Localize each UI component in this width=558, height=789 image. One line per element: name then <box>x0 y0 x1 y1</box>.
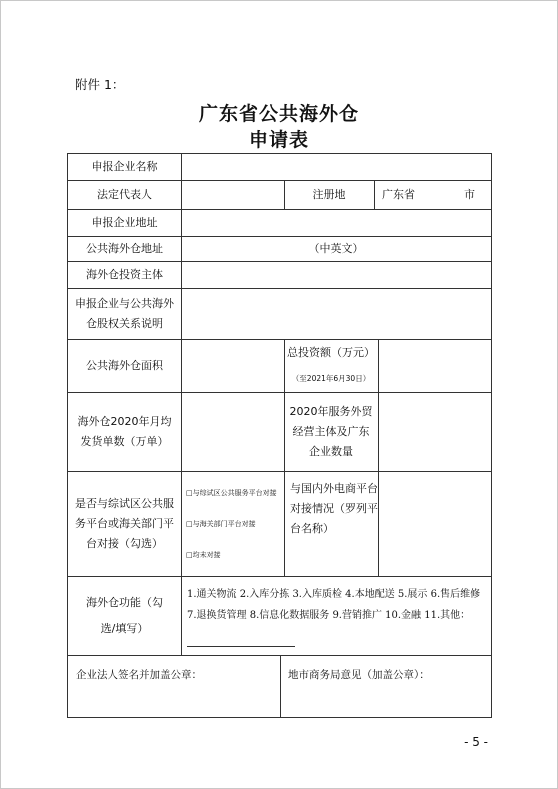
form-title: 广东省公共海外仓 <box>198 103 359 125</box>
city-suffix: 市 <box>464 187 475 201</box>
province-value: 广东省 <box>382 187 415 201</box>
option-pilot-zone-platform[interactable]: □与综试区公共服务平台对接 <box>186 488 277 497</box>
ecommerce-label <box>284 471 379 577</box>
warehouse-address-hint: （中英文） <box>308 241 364 255</box>
form-subtitle: 申请表 <box>248 129 309 151</box>
total-investment-field[interactable] <box>378 339 492 393</box>
ecommerce-field[interactable] <box>378 471 492 577</box>
monthly-orders-text: 海外仓2020年月均发货单数（万单） <box>77 414 172 448</box>
area-label: 公共海外仓面积 <box>67 339 182 393</box>
registered-place-field[interactable] <box>374 180 492 210</box>
signature-cell[interactable] <box>67 655 281 718</box>
warehouse-address-label: 公共海外仓地址 <box>67 236 182 262</box>
investor-field[interactable] <box>181 261 492 289</box>
monthly-orders-label <box>67 392 182 472</box>
other-function-blank[interactable] <box>187 634 295 647</box>
total-investment-cell <box>284 339 379 393</box>
legal-rep-field[interactable] <box>181 180 285 210</box>
equity-relation-field[interactable] <box>181 288 492 340</box>
attachment-label: 附件 1： <box>75 77 125 92</box>
page-number: - 5 - <box>464 735 488 749</box>
trade-entities-label <box>284 392 379 472</box>
platform-docking-label <box>67 471 182 577</box>
area-field[interactable] <box>181 339 285 393</box>
function-text: 海外仓功能（勾选/填写） <box>86 595 163 635</box>
monthly-orders-field[interactable] <box>181 392 285 472</box>
option-not-docked[interactable]: □均未对接 <box>186 550 221 559</box>
bureau-opinion-cell[interactable] <box>280 655 492 718</box>
function-label <box>67 576 182 656</box>
total-investment-note: （至2021年6月30日） <box>291 373 371 383</box>
ecommerce-text: 与国内外电商平台对接情况（罗列平台名称） <box>290 482 378 535</box>
trade-entities-text: 2020年服务外贸经营主体及广东企业数量 <box>289 404 373 458</box>
total-investment-label: 总投资额（万元） <box>287 345 375 359</box>
legal-rep-label: 法定代表人 <box>67 180 182 210</box>
warehouse-address-field[interactable] <box>181 236 492 262</box>
function-options[interactable] <box>181 576 492 656</box>
equity-relation-text: 申报企业与公共海外仓股权关系说明 <box>75 296 174 330</box>
company-address-label: 申报企业地址 <box>67 209 182 237</box>
bureau-opinion-label: 地市商务局意见（加盖公章）： <box>288 669 430 681</box>
platform-docking-text: 是否与综试区公共服务平台或海关部门平台对接（勾选） <box>75 496 174 550</box>
trade-entities-field[interactable] <box>378 392 492 472</box>
equity-relation-label <box>67 288 182 340</box>
investor-label: 海外仓投资主体 <box>67 261 182 289</box>
option-customs-platform[interactable]: □与海关部门平台对接 <box>186 519 256 528</box>
platform-options <box>181 471 285 577</box>
company-address-field[interactable] <box>181 209 492 237</box>
function-options-text: 1.通关物流 2.入库分拣 3.入库质检 4.本地配送 5.展示 6.售后维修 7.退换货管理 8.信息化数据服务 9.营销推广 10.金融 11.其他： <box>187 589 481 621</box>
company-name-label: 申报企业名称 <box>67 153 182 181</box>
signature-label: 企业法人签名并加盖公章： <box>76 669 202 681</box>
registered-place-label: 注册地 <box>284 180 375 210</box>
company-name-field[interactable] <box>181 153 492 181</box>
